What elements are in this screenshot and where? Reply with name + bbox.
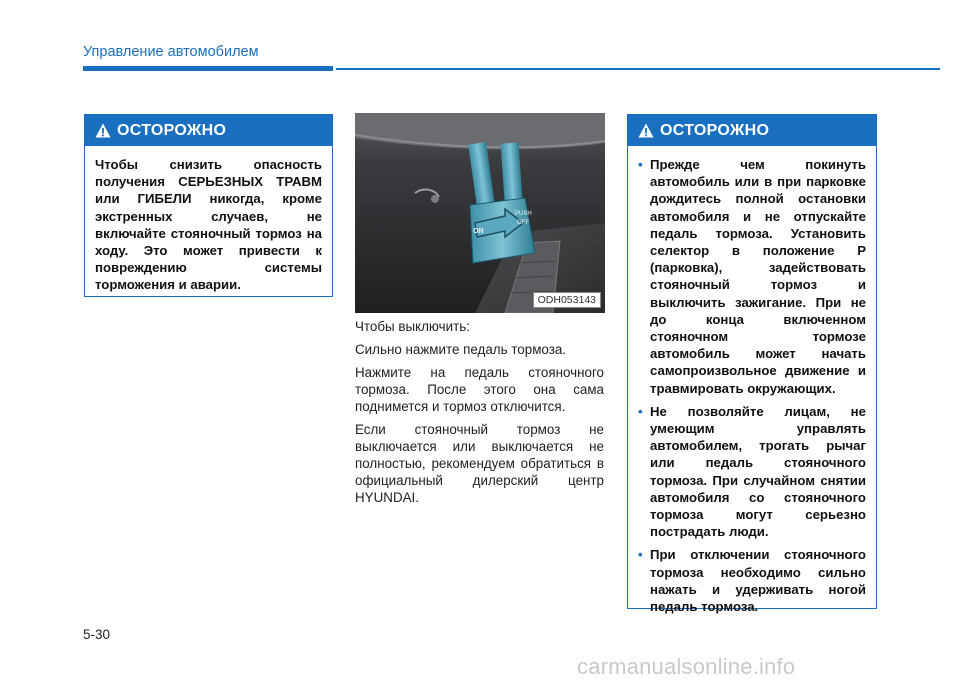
bullet-icon: •	[638, 547, 643, 563]
section-title: Управление автомобилем	[83, 44, 259, 60]
paragraph: Если стояночный тормоз не выключается или выключается не полностью, рекомендуем обратиться в официальный дилерский центр HYUNDAI.	[355, 422, 604, 505]
header-rule-thin	[336, 68, 940, 70]
warning-box-left	[84, 114, 333, 297]
warning-triangle-icon	[95, 123, 111, 138]
bullet-icon: •	[638, 403, 643, 419]
warning-heading: ОСТОРОЖНО	[117, 121, 227, 139]
warning-triangle-icon	[638, 123, 654, 138]
warning-list-item: • Не позволяйте лицам, не умеющим управлять автомобилем, трогать рычаг или педаль стояночного тормоза. При случайном снятии автомобиля со стояночного тормоза могут серьезно пострадать люди.	[638, 403, 866, 540]
pedal-label-on: ON	[473, 228, 484, 235]
warning-header	[628, 115, 876, 146]
watermark: carmanualsonline.info	[577, 654, 796, 679]
paragraph: Сильно нажмите педаль тормоза.	[355, 342, 567, 357]
warning-box-right	[627, 114, 877, 615]
warning-heading: ОСТОРОЖНО	[660, 121, 770, 139]
header-rule-thick	[83, 66, 333, 71]
warning-list-item: • Прежде чем покинуть автомобиль или в при парковке дождитесь полной остановки автомобиля и не отпускайте педаль тормоза. Установить селектор в положение P (парковка), задействовать стояночный тормоз и выключить зажигание. При не до конца включенном стояночном тормозе автомобиль может начать самопроизвольное движение и травмировать окружающих.	[638, 157, 866, 396]
pedal-label-off: OFF	[517, 220, 529, 226]
bullet-icon: •	[638, 157, 643, 172]
pedal-illustration	[355, 113, 605, 313]
parking-brake-pedal-photo	[355, 113, 605, 313]
pedal-label-push: PUSH	[515, 211, 532, 217]
figure-code: ODH053143	[533, 292, 601, 308]
warning-header	[85, 115, 332, 146]
page-number: 5-30	[83, 627, 111, 642]
warning-text: Чтобы снизить опасность получения СЕРЬЕЗНЫХ ТРАВМ или ГИБЕЛИ никогда, кроме экстренных случаев, не включайте стояночный тормоз на ходу. Это может привести к повреждению системы торможения и аварии.	[95, 157, 322, 293]
instructions-text	[355, 318, 604, 512]
paragraph: Чтобы выключить:	[355, 319, 470, 334]
warning-list-item: • При отключении стояночного тормоза необходимо сильно нажать и удерживать ногой педаль тормоза.	[638, 547, 866, 615]
warning-list	[628, 146, 876, 631]
paragraph: Нажмите на педаль стояночного тормоза. После этого она сама поднимется и тормоз отключится.	[355, 365, 604, 414]
